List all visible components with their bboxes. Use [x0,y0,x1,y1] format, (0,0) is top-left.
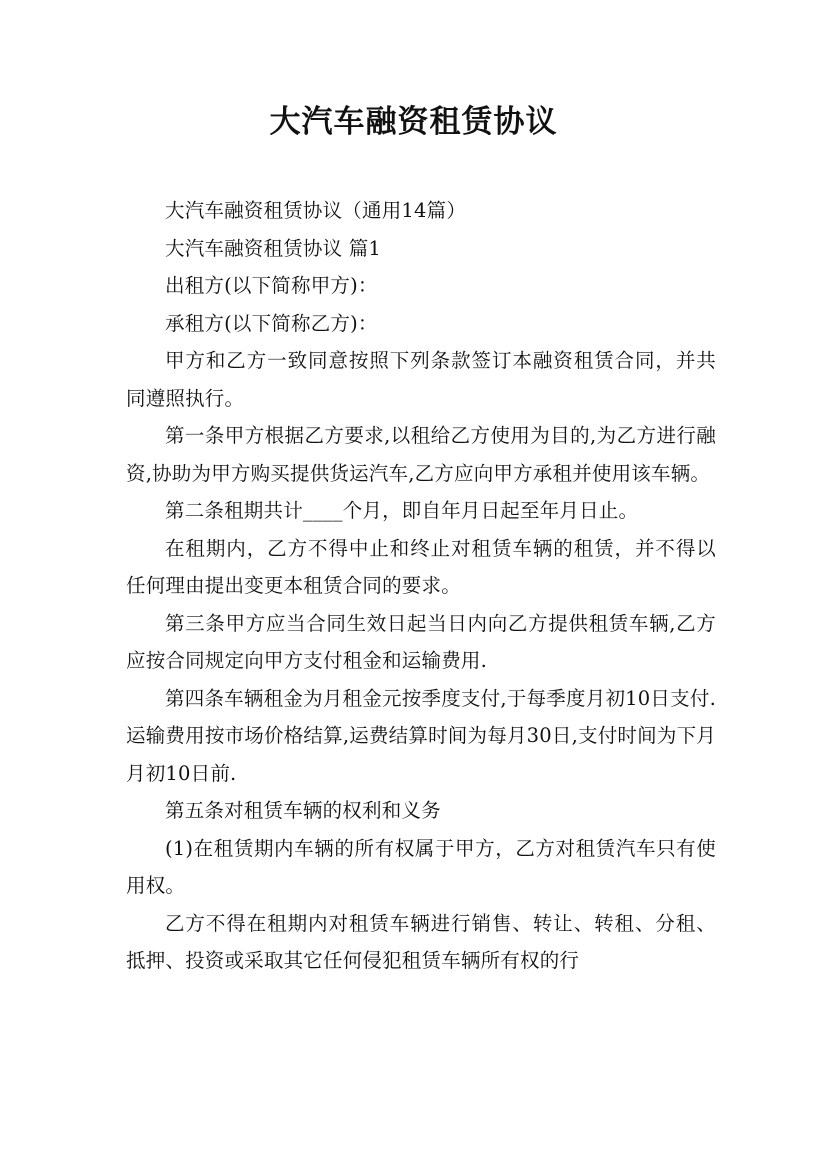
paragraph-clause-2: 第二条租期共计____个月，即自年月日起至年月日止。 [165,499,639,522]
paragraph-lessor: 出租方(以下简称甲方)： [165,274,378,297]
paragraph-agreement-intro: 甲方和乙方一致同意按照下列条款签订本融资租赁合同，并共同遵照执行。 [126,349,716,410]
paragraph-clause-5-item-1: (1)在租赁期内车辆的所有权属于甲方，乙方对租赁汽车只有使用权。 [126,836,716,897]
paragraph-collection-title: 大汽车融资租赁协议（通用14篇） [165,199,467,222]
paragraph-clause-4: 第四条车辆租金为月租金元按季度支付,于每季度月初10日支付.运输费用按市场价格结算,运费结算时间为每月30日,支付时间为下月月初10日前. [126,686,716,785]
paragraph-clause-5: 第五条对租赁车辆的权利和义务 [165,799,441,822]
paragraph-clause-3: 第三条甲方应当合同生效日起当日内向乙方提供租赁车辆,乙方应按合同规定向甲方支付租金和运输费用. [126,611,716,672]
paragraph-lease-term-note: 在租期内，乙方不得中止和终止对租赁车辆的租赁，并不得以任何理由提出变更本租赁合同的要求。 [126,536,716,597]
paragraph-clause-5-restriction: 乙方不得在租期内对租赁车辆进行销售、转让、转租、分租、抵押、投资或采取其它任何侵犯租赁车辆所有权的行 [126,911,716,972]
paragraph-clause-1: 第一条甲方根据乙方要求,以租给乙方使用为目的,为乙方进行融资,协助为甲方购买提供货运汽车,乙方应向甲方承租并使用该车辆。 [126,424,716,485]
document-title: 大汽车融资租赁协议 [269,104,558,140]
paragraph-lessee: 承租方(以下简称乙方)： [165,311,378,335]
document-body [126,192,716,980]
paragraph-article-heading: 大汽车融资租赁协议 篇1 [165,236,382,260]
